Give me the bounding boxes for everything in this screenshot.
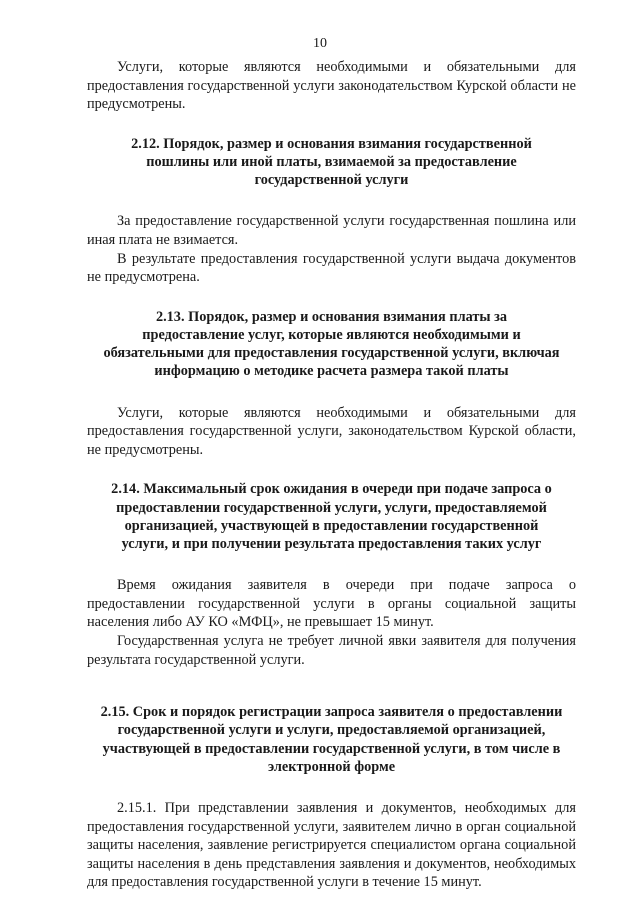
paragraph-waiting-time: Время ожидания заявителя в очереди при подаче запроса о предоставлении государственной услуги в органы социальной защиты населения либо АУ КО «МФЦ», не превышает 15 минут. bbox=[87, 577, 576, 631]
heading-line: 2.15. Срок и порядок регистрации запроса заявителя о предоставлении bbox=[100, 704, 563, 721]
heading-line: услуги, и при получении результата предоставления таких услуг bbox=[121, 535, 542, 552]
heading-2-13 bbox=[87, 308, 576, 381]
heading-line: 2.12. Порядок, размер и основания взимания государственной bbox=[131, 135, 532, 152]
heading-line: обязательными для предоставления государственной услуги, включая bbox=[103, 345, 560, 362]
paragraph-2-15-1: 2.15.1. При представлении заявления и документов, необходимых для предоставления государственной услуги, заявителем лично в орган социальной защиты населения, заявление регистрируется специалистом органа социальной защиты населения в день представления заявления и документов, необходимых для предоставления государственной услуги в течение 15 минут. bbox=[87, 799, 576, 891]
heading-line: информацию о методике расчета размера такой платы bbox=[154, 363, 509, 380]
document-body bbox=[87, 58, 576, 892]
heading-line: 2.13. Порядок, размер и основания взимания платы за bbox=[155, 308, 508, 325]
heading-2-12 bbox=[87, 135, 576, 190]
heading-line: участвующей в предоставлении государственной услуги, в том числе в bbox=[102, 740, 561, 757]
heading-2-14 bbox=[87, 480, 576, 553]
heading-line: предоставление услуг, которые являются необходимыми и bbox=[142, 326, 521, 343]
heading-2-15 bbox=[87, 703, 576, 776]
paragraph-no-fee: За предоставление государственной услуги государственная пошлина или иная плата не взимается. bbox=[87, 213, 576, 248]
page-number: 10 bbox=[313, 36, 327, 51]
paragraph-no-documents: В результате предоставления государственной услуги выдача документов не предусмотрена. bbox=[87, 250, 576, 286]
heading-line: организацией, участвующей в предоставлении государственной bbox=[124, 517, 539, 534]
heading-line: государственной услуги bbox=[254, 172, 409, 189]
paragraph-services-not-provided: Услуги, которые являются необходимыми и обязательными для предоставления государственной услуги законодательством Курской области не предусмотрены. bbox=[87, 59, 576, 113]
heading-line: государственной услуги и услуги, предоставляемой организацией, bbox=[117, 722, 546, 739]
heading-line: электронной форме bbox=[267, 758, 396, 775]
paragraph-necessary-services: Услуги, которые являются необходимыми и обязательными для предоставления государственной услуги, законодательством Курской области, не предусмотрены. bbox=[87, 404, 576, 458]
heading-line: пошлины или иной платы, взимаемой за предоставление bbox=[146, 153, 517, 170]
paragraph-no-personal-visit: Государственная услуга не требует личной явки заявителя для получения результата государственной услуги. bbox=[87, 632, 576, 668]
heading-line: 2.14. Максимальный срок ожидания в очереди при подаче запроса о bbox=[111, 481, 552, 498]
heading-line: предоставлении государственной услуги, услуги, предоставляемой bbox=[116, 499, 547, 516]
